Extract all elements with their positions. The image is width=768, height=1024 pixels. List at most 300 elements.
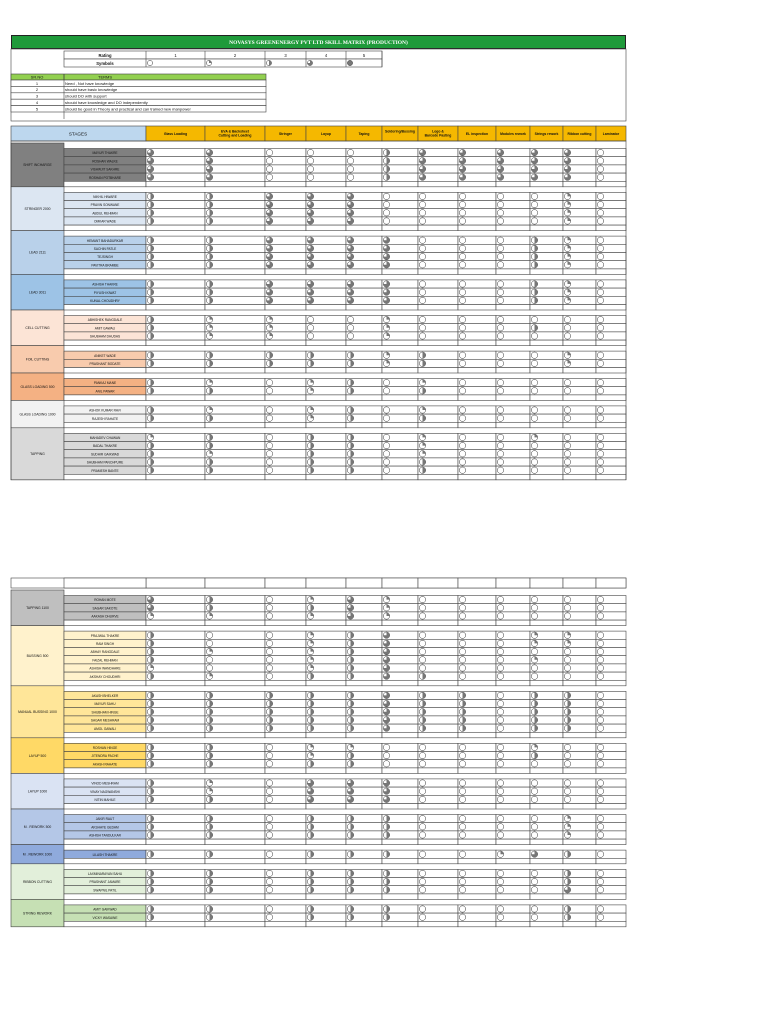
skill-rating-symbol (564, 407, 570, 413)
blank-cell (596, 894, 626, 900)
skill-rating-symbol (564, 210, 570, 216)
skill-rating-symbol (307, 824, 313, 830)
rating-circle (459, 648, 465, 654)
skill-rating-symbol (497, 434, 503, 440)
blank-cell (346, 858, 382, 864)
skill-rating-symbol (597, 218, 603, 224)
rating-symbol (147, 60, 152, 65)
blank-cell (265, 368, 306, 374)
skill-rating-symbol (459, 648, 465, 654)
column-header-label: Barcode Pasting (424, 133, 452, 138)
skill-rating-symbol (147, 796, 153, 802)
skill-rating-symbol (206, 360, 212, 366)
rating-value: 5 (362, 53, 366, 58)
rating-cell (205, 173, 265, 181)
rating-circle (459, 596, 465, 602)
rating-cell (205, 760, 265, 768)
skill-rating-symbol (419, 245, 425, 251)
skill-rating-symbol (497, 906, 503, 912)
skill-rating-symbol (206, 459, 212, 465)
rating-cell (205, 664, 265, 672)
skill-rating-symbol (597, 914, 603, 920)
skill-rating-symbol (206, 709, 212, 715)
skill-rating-symbol (307, 158, 313, 164)
skill-rating-symbol (307, 379, 313, 385)
rating-circle (497, 613, 503, 619)
rating-cell (146, 387, 205, 395)
rating-value: 4 (324, 53, 328, 58)
rating-circle (597, 878, 603, 884)
skill-rating-symbol (307, 914, 313, 920)
blank-cell (530, 858, 563, 864)
skill-rating-symbol (307, 149, 313, 155)
blank-cell (530, 620, 563, 626)
skill-rating-symbol (531, 878, 537, 884)
blank-cell (205, 680, 265, 686)
skill-rating-symbol (459, 237, 465, 243)
blank-row (64, 768, 146, 774)
column-header-label: Cutting and Loading (218, 133, 252, 138)
skill-rating-symbol (564, 717, 570, 723)
column-header-label: Stringer (279, 132, 292, 136)
skill-rating-symbol (459, 744, 465, 750)
skill-rating-symbol (347, 245, 353, 251)
skill-rating-symbol (564, 253, 570, 259)
rating-circle (459, 632, 465, 638)
rating-cell (205, 253, 265, 261)
rating-circle (497, 640, 503, 646)
skill-rating-symbol (497, 648, 503, 654)
skill-rating-symbol (564, 640, 570, 646)
skill-rating-symbol (419, 824, 425, 830)
skill-rating-symbol (531, 325, 537, 331)
skill-rating-symbol (531, 289, 537, 295)
blank-cell (563, 894, 596, 900)
skill-rating-symbol (147, 325, 153, 331)
skill-rating-symbol (383, 158, 389, 164)
skill-rating-symbol (307, 245, 313, 251)
skill-rating-symbol (383, 887, 389, 893)
rating-circle (531, 201, 537, 207)
employee-name: AKASH BHELKER (91, 694, 119, 699)
skill-rating-symbol (497, 717, 503, 723)
skill-rating-symbol (564, 632, 570, 638)
skill-rating-symbol (307, 388, 313, 394)
skill-rating-symbol (206, 325, 212, 331)
rating-circle (459, 201, 465, 207)
skill-rating-symbol (497, 744, 503, 750)
blank-cell (596, 839, 626, 845)
blank-cell (382, 680, 418, 686)
rating-cell (205, 296, 265, 304)
skill-rating-symbol (459, 467, 465, 473)
blank-cell (346, 368, 382, 374)
skill-rating-symbol (531, 442, 537, 448)
skill-rating-symbol (459, 824, 465, 830)
skill-rating-symbol (147, 459, 153, 465)
rating-circle (266, 442, 272, 448)
rating-circle (459, 673, 465, 679)
rating-cell (205, 414, 265, 422)
rating-circle (383, 467, 389, 473)
rating-circle (266, 415, 272, 421)
skill-rating-symbol (597, 451, 603, 457)
blank-cell (205, 395, 265, 401)
rating-circle (419, 780, 425, 786)
rating-circle (597, 174, 603, 180)
skill-rating-symbol (419, 434, 425, 440)
legend-row-term: should DO with support (65, 93, 107, 99)
blank-cell (596, 225, 626, 231)
skill-rating-symbol (206, 352, 212, 358)
blank-cell (382, 395, 418, 401)
blank-cell (458, 894, 496, 900)
blank-cell (458, 921, 496, 927)
skill-rating-symbol (266, 761, 272, 767)
rating-circle (564, 451, 570, 457)
blank-cell (418, 858, 458, 864)
skill-rating-symbol (307, 333, 313, 339)
skill-rating-symbol (307, 657, 313, 663)
page2-header-cell (418, 578, 458, 588)
rating-circle (419, 193, 425, 199)
blank-cell (306, 680, 346, 686)
skill-rating-symbol (564, 870, 570, 876)
skill-rating-symbol (497, 245, 503, 251)
skill-rating-symbol (266, 796, 272, 802)
rating-circle (597, 379, 603, 385)
skill-rating-symbol (147, 613, 153, 619)
rating-circle (459, 388, 465, 394)
rating-circle (497, 201, 503, 207)
skill-rating-symbol (266, 174, 272, 180)
blank-cell (563, 225, 596, 231)
skill-rating-symbol (597, 725, 603, 731)
blank-cell (205, 474, 265, 480)
skill-rating-symbol (206, 193, 212, 199)
skill-rating-symbol (459, 407, 465, 413)
skill-rating-symbol (459, 281, 465, 287)
rating-circle (531, 673, 537, 679)
blank-cell (496, 474, 530, 480)
blank-cell (146, 858, 205, 864)
skill-rating-symbol (206, 467, 212, 473)
skill-rating-symbol (497, 467, 503, 473)
rating-cell (205, 604, 265, 612)
employee-name: LAXMINARAYAN SAHU (87, 872, 123, 877)
skill-rating-symbol (497, 752, 503, 758)
rating-circle (597, 451, 603, 457)
skill-rating-symbol (383, 379, 389, 385)
stage-label: M . REWORK 500 (23, 825, 52, 829)
blank-cell (306, 804, 346, 810)
rating-circle (564, 673, 570, 679)
stage-label: TAPPING 1100 (26, 606, 49, 610)
rating-circle (419, 640, 425, 646)
skill-rating-symbol (531, 596, 537, 602)
rating-cell (205, 752, 265, 760)
skill-rating-symbol (383, 262, 389, 268)
skill-rating-symbol (419, 906, 425, 912)
skill-rating-symbol (419, 149, 425, 155)
rating-circle (266, 815, 272, 821)
rating-circle (531, 218, 537, 224)
skill-rating-symbol (419, 360, 425, 366)
blank-cell (346, 768, 382, 774)
skill-rating-symbol (266, 201, 272, 207)
rating-circle (383, 459, 389, 465)
rating-cell (146, 648, 205, 656)
skill-rating-symbol (383, 325, 389, 331)
skill-rating-symbol (564, 218, 570, 224)
rating-circle (419, 201, 425, 207)
skill-rating-symbol (597, 262, 603, 268)
skill-rating-symbol (419, 289, 425, 295)
skill-rating-symbol (266, 415, 272, 421)
skill-rating-symbol (266, 193, 272, 199)
rating-cell (146, 406, 205, 414)
skill-rating-symbol (266, 289, 272, 295)
stage-label: LAYUP 500 (28, 753, 47, 758)
skill-rating-symbol (497, 914, 503, 920)
skill-rating-symbol (266, 442, 272, 448)
skill-rating-symbol (307, 640, 313, 646)
rating-circle (597, 333, 603, 339)
skill-rating-symbol (266, 700, 272, 706)
rating-circle (597, 665, 603, 671)
rating-cell (146, 316, 205, 324)
rating-cell (205, 466, 265, 474)
blank-cell (265, 181, 306, 187)
skill-rating-symbol (419, 262, 425, 268)
blank-cell (265, 858, 306, 864)
skill-rating-symbol (347, 665, 353, 671)
skill-rating-symbol (459, 717, 465, 723)
rating-circle (497, 193, 503, 199)
skill-rating-symbol (147, 388, 153, 394)
rating-circle (419, 289, 425, 295)
skill-rating-symbol (459, 360, 465, 366)
skill-rating-symbol (147, 780, 153, 786)
skill-rating-symbol (564, 761, 570, 767)
rating-circle (531, 788, 537, 794)
skill-rating-symbol (419, 325, 425, 331)
skill-rating-symbol (147, 665, 153, 671)
rating-circle (419, 815, 425, 821)
skill-rating-symbol (147, 605, 153, 611)
skill-rating-symbol (531, 415, 537, 421)
employee-name: MAHADEV CHAWAN (89, 436, 121, 441)
skill-rating-symbol (459, 613, 465, 619)
rating-circle (497, 289, 503, 295)
blank-cell (418, 732, 458, 738)
blank-cell (458, 305, 496, 311)
skill-rating-symbol (307, 201, 313, 207)
rating-circle (531, 796, 537, 802)
blank-cell (496, 732, 530, 738)
skill-rating-symbol (266, 262, 272, 268)
rating-cell (146, 831, 205, 839)
skill-rating-symbol (531, 253, 537, 259)
skill-rating-symbol (459, 788, 465, 794)
skill-rating-symbol (266, 692, 272, 698)
stage-label: M . REWORK 1000 (22, 852, 53, 857)
employee-name: SUDHIR GAIKWAD (90, 452, 120, 457)
skill-rating-symbol (597, 761, 603, 767)
skill-rating-symbol (459, 692, 465, 698)
rating-cell (146, 631, 205, 639)
employee-name: FAIZAL REHMAN (92, 658, 118, 663)
blank-cell (596, 474, 626, 480)
skill-rating-symbol (531, 673, 537, 679)
rating-circle (564, 333, 570, 339)
skill-rating-symbol (347, 717, 353, 723)
blank-cell (265, 395, 306, 401)
rating-cell (146, 760, 205, 768)
rating-cell (146, 716, 205, 724)
page2-header-cell (458, 578, 496, 588)
skill-rating-symbol (383, 648, 389, 654)
blank-cell (382, 340, 418, 346)
stage-label: RIBBON CUTTING (22, 879, 53, 884)
skill-rating-symbol (531, 605, 537, 611)
skill-rating-symbol (307, 442, 313, 448)
skill-rating-symbol (347, 815, 353, 821)
employee-name: VISHWJIT SAKHRE (90, 167, 120, 172)
blank-cell (205, 340, 265, 346)
rating-circle (597, 725, 603, 731)
rating-circle (497, 379, 503, 385)
rating-circle (564, 316, 570, 322)
skill-rating-symbol (497, 657, 503, 663)
rating-circle (564, 434, 570, 440)
blank-cell (382, 620, 418, 626)
blank-cell (596, 269, 626, 275)
employee-name: ROSHAN WALKE (92, 159, 118, 164)
rating-circle (459, 325, 465, 331)
rating-circle (419, 906, 425, 912)
rating-circle (497, 796, 503, 802)
skill-rating-symbol (383, 700, 389, 706)
rating-cell (205, 433, 265, 441)
rating-circle (497, 253, 503, 259)
skill-rating-symbol (147, 851, 153, 857)
rating-circle (497, 388, 503, 394)
rating-circle (531, 613, 537, 619)
blank-cell (496, 340, 530, 346)
skill-rating-symbol (497, 289, 503, 295)
skill-rating-symbol (307, 761, 313, 767)
rating-circle (419, 218, 425, 224)
skill-rating-symbol (307, 832, 313, 838)
rating-circle (459, 415, 465, 421)
rating-circle (597, 201, 603, 207)
rating-cell (205, 406, 265, 414)
blank-cell (496, 620, 530, 626)
skill-rating-symbol (497, 193, 503, 199)
rating-circle (459, 442, 465, 448)
rating-circle (497, 914, 503, 920)
rating-cell (205, 708, 265, 716)
rating-circle (597, 415, 603, 421)
skill-rating-symbol (531, 158, 537, 164)
rating-circle (597, 906, 603, 912)
skill-rating-symbol (459, 665, 465, 671)
blank-cell (530, 225, 563, 231)
blank-row (64, 474, 146, 480)
rating-circle (266, 388, 272, 394)
rating-circle (497, 407, 503, 413)
skill-rating-symbol (307, 407, 313, 413)
skill-rating-symbol (307, 613, 313, 619)
skill-rating-symbol (564, 297, 570, 303)
skill-rating-symbol (459, 906, 465, 912)
rating-circle (564, 459, 570, 465)
skill-rating-symbol (383, 174, 389, 180)
skill-rating-symbol (307, 262, 313, 268)
employee-name: SHUBHAM DHUDAS (89, 334, 121, 339)
rating-circle (266, 788, 272, 794)
skill-rating-symbol (147, 725, 153, 731)
rating-circle (383, 210, 389, 216)
column-header-label: Layup (321, 132, 331, 136)
skill-rating-symbol (459, 640, 465, 646)
legend-row-no: 5 (35, 106, 39, 112)
skill-rating-symbol (383, 870, 389, 876)
skill-rating-symbol (147, 815, 153, 821)
rating-circle (383, 752, 389, 758)
legend-row-term: should have basic knowledge (65, 87, 118, 93)
rating-cell (146, 691, 205, 699)
rating-cell (146, 253, 205, 261)
blank-row (64, 921, 146, 927)
rating-circle (597, 281, 603, 287)
blank-cell (563, 305, 596, 311)
rating-circle (564, 613, 570, 619)
skill-rating-symbol (597, 700, 603, 706)
page2-header-cell (265, 578, 306, 588)
rating-cell (146, 787, 205, 795)
rating-circle (266, 851, 272, 857)
blank-cell (418, 768, 458, 774)
skill-rating-symbol (597, 388, 603, 394)
rating-circle (597, 780, 603, 786)
skill-rating-symbol (531, 333, 537, 339)
page2-header-cell (563, 578, 596, 588)
skill-rating-symbol (147, 253, 153, 259)
rating-circle (266, 780, 272, 786)
skill-rating-symbol (597, 665, 603, 671)
blank-cell (146, 474, 205, 480)
employee-name: NITIN MAHILE (94, 798, 116, 803)
skill-rating-symbol (266, 878, 272, 884)
skill-rating-symbol (383, 851, 389, 857)
skill-rating-symbol (147, 245, 153, 251)
rating-cell (146, 192, 205, 200)
rating-circle (266, 887, 272, 893)
skill-rating-symbol (383, 201, 389, 207)
skill-rating-symbol (383, 780, 389, 786)
rating-circle (307, 149, 313, 155)
sheet-title: NOVASYS GREENENERGY PVT LTD SKILL MATRIX (PRODUCTION) (11, 35, 626, 49)
blank-cell (530, 305, 563, 311)
rating-circle (597, 149, 603, 155)
skill-rating-symbol (564, 388, 570, 394)
rating-cell (205, 288, 265, 296)
rating-circle (597, 325, 603, 331)
rating-circle (459, 333, 465, 339)
blank-cell (306, 858, 346, 864)
